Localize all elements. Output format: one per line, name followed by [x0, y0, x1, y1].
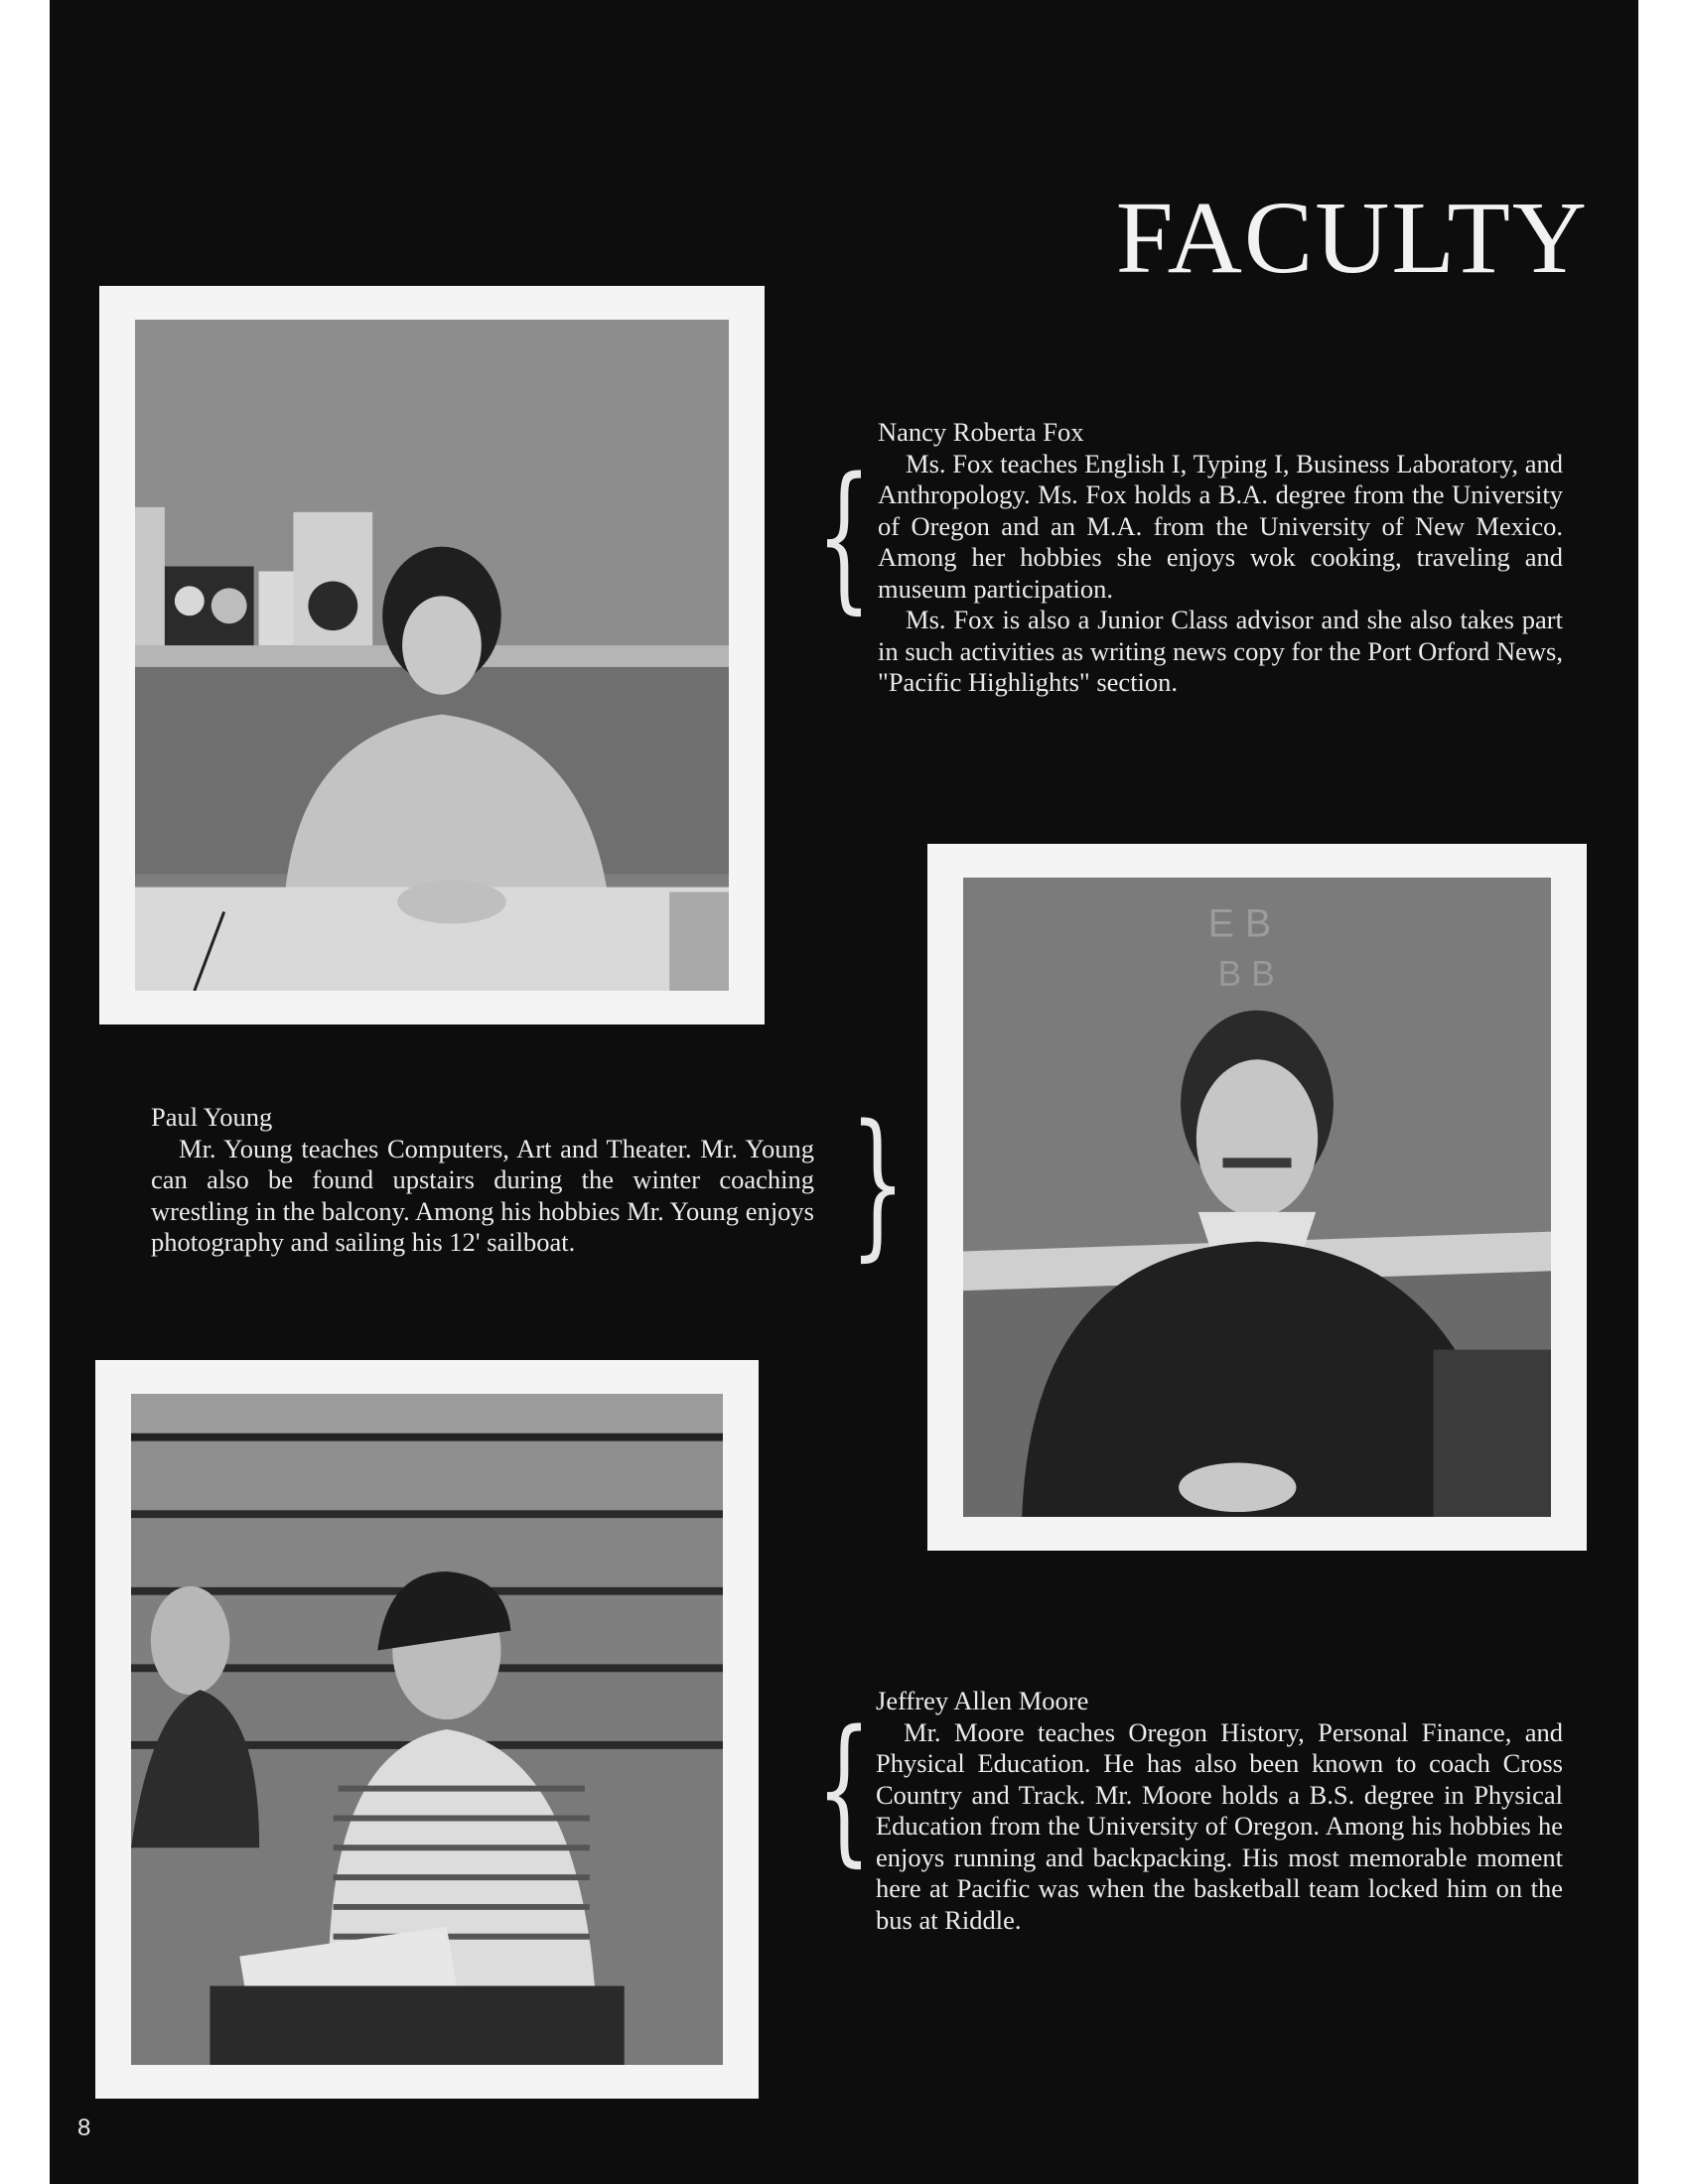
photo-paul-young-image	[963, 878, 1551, 1517]
svg-text:B B: B B	[1217, 953, 1275, 995]
page-number: 8	[77, 2115, 91, 2141]
bio-paragraph: Mr. Young teaches Computers, Art and Theater. Mr. Young can also be found upstairs during the winter coaching wrestling in the balcony. Among his hobbies Mr. Young enjoys photography and sailing his 12' sailboat.	[151, 1133, 814, 1257]
photo-paul-young	[927, 844, 1587, 1551]
bio-paragraph: Ms. Fox is also a Junior Class advisor and she also takes part in such activities as writing news copy for the Port Orford News, "Pacific Highlights" section.	[878, 605, 1563, 697]
faculty-name: Jeffrey Allen Moore	[876, 1686, 1089, 1715]
bio-nancy-fox	[878, 417, 1563, 699]
bio-paragraph: Mr. Moore teaches Oregon History, Personal Finance, and Physical Education. He has also been known to coach Cross Country and Track. Mr. Moore holds a B.S. degree in Physical Education from the University of Oregon. Among his hobbies he enjoys running and backpacking. His most memorable moment here at Pacific was when the basketball team locked him on the bus at Riddle.	[876, 1716, 1563, 1935]
yearbook-page	[50, 0, 1638, 2184]
brace-fox: {	[816, 443, 872, 628]
photo-jeffrey-moore-image	[131, 1394, 723, 2065]
brace-moore: {	[816, 1696, 872, 1881]
bio-paragraph: Ms. Fox teaches English I, Typing I, Business Laboratory, and Anthropology. Ms. Fox holds a B.A. degree from the University of Oregon and an M.A. from the University of New Mexico. Among her hobbies she enjoys wok cooking, traveling and museum participation.	[878, 448, 1563, 604]
bio-jeffrey-moore	[876, 1686, 1563, 1936]
photo-nancy-fox-image	[135, 320, 729, 991]
faculty-name: Paul Young	[151, 1102, 273, 1132]
page-title: FACULTY	[1115, 180, 1589, 295]
svg-text:E B: E B	[1207, 901, 1272, 946]
brace-young: }	[850, 1090, 906, 1276]
photo-nancy-fox	[99, 286, 765, 1024]
photo-jeffrey-moore	[95, 1360, 759, 2099]
bio-paul-young	[151, 1102, 814, 1259]
faculty-name: Nancy Roberta Fox	[878, 417, 1084, 447]
